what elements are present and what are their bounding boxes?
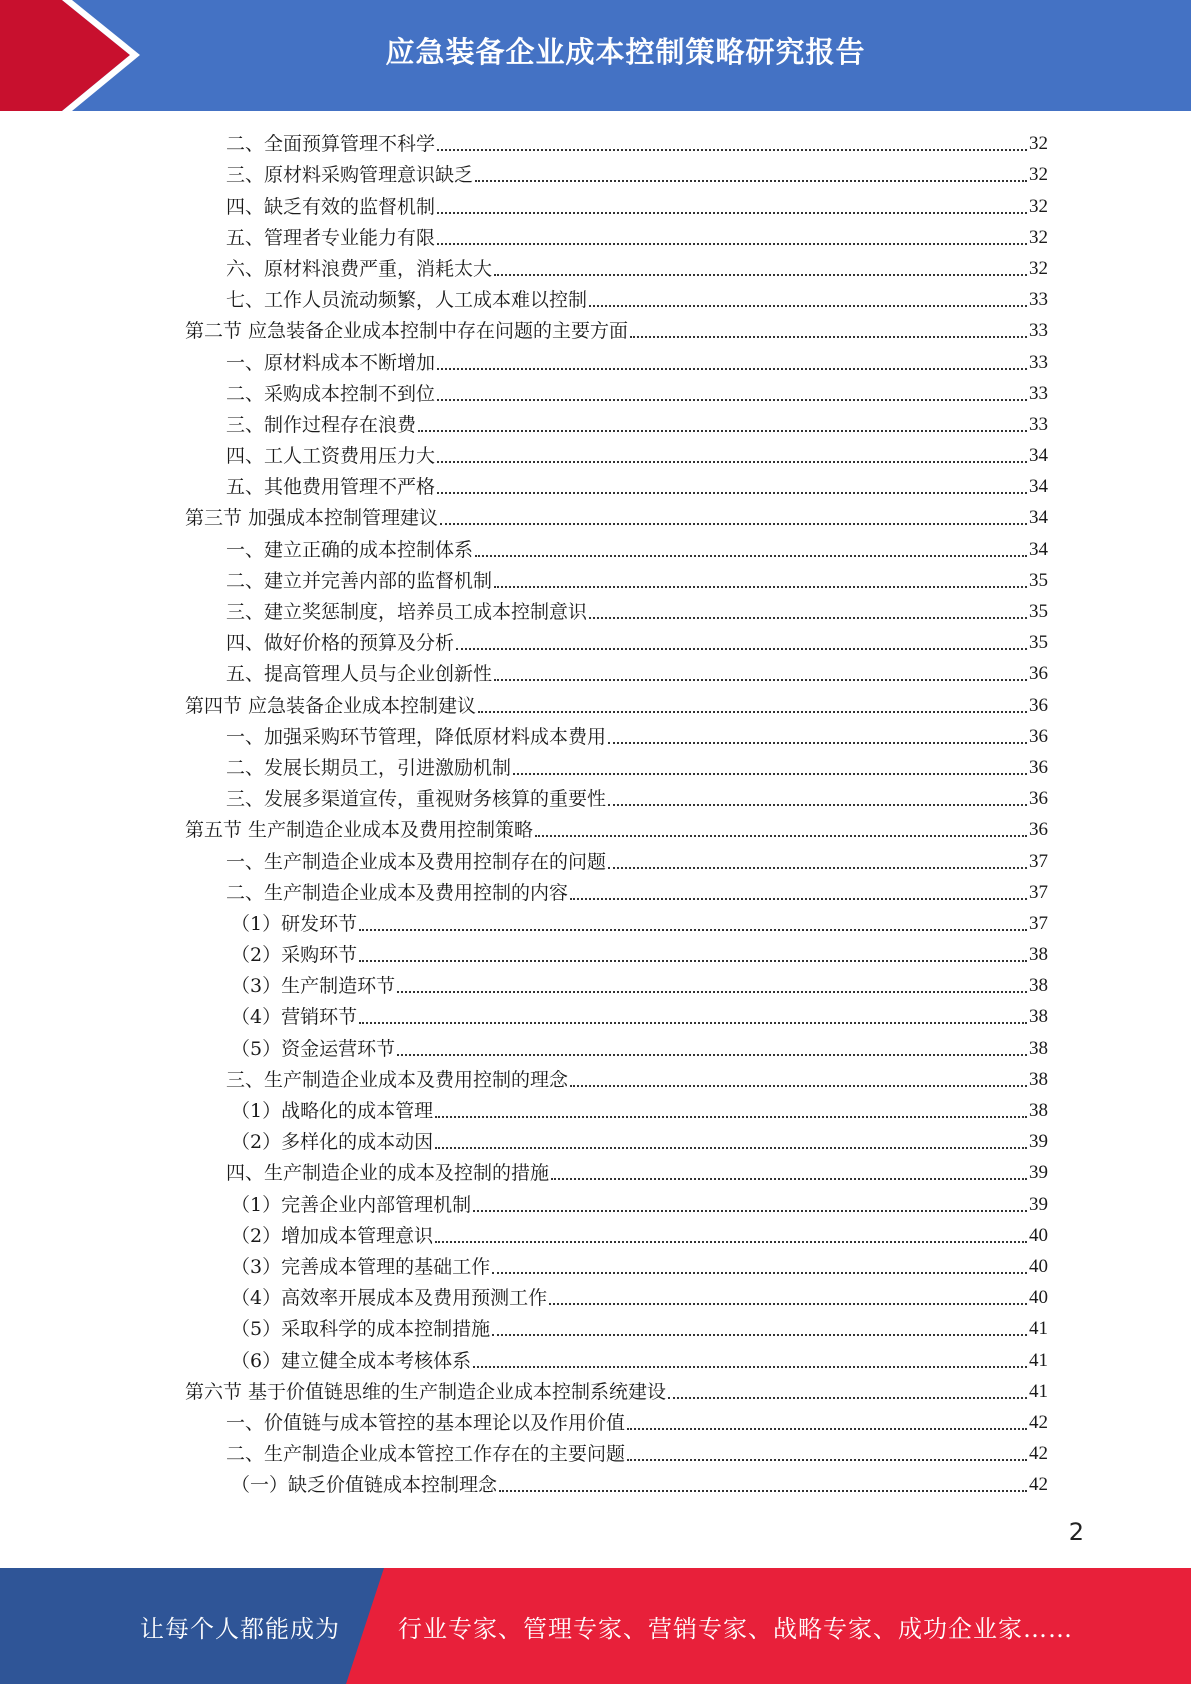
toc-dot-leader	[589, 617, 1027, 619]
toc-entry[interactable]	[185, 658, 1048, 689]
toc-dot-leader	[437, 461, 1027, 463]
toc-entry-page: 36	[1029, 694, 1048, 716]
toc-dot-leader	[435, 1241, 1027, 1243]
toc-entry-label: 第三节 加强成本控制管理建议	[185, 507, 439, 530]
toc-entry-label: 四、生产制造企业的成本及控制的措施	[226, 1162, 550, 1185]
toc-entry[interactable]	[185, 1220, 1048, 1251]
toc-entry-label: （3）生产制造环节	[231, 975, 396, 998]
toc-dot-leader	[492, 1272, 1027, 1274]
toc-entry[interactable]	[185, 1469, 1048, 1500]
toc-entry-label: 二、生产制造企业成本管控工作存在的主要问题	[226, 1443, 626, 1466]
toc-entry[interactable]	[185, 190, 1048, 221]
toc-entry-label: （4）营销环节	[231, 1006, 358, 1029]
toc-entry[interactable]	[185, 845, 1048, 876]
toc-entry-page: 33	[1029, 413, 1048, 435]
toc-dot-leader	[494, 679, 1027, 681]
toc-dot-leader	[437, 243, 1027, 245]
toc-entry-page: 32	[1029, 226, 1048, 248]
toc-dot-leader	[397, 991, 1027, 993]
toc-entry-label: （4）高效率开展成本及费用预测工作	[231, 1287, 548, 1310]
toc-entry-page: 36	[1029, 663, 1048, 685]
toc-entry[interactable]	[185, 1407, 1048, 1438]
toc-entry-label: 五、提高管理人员与企业创新性	[226, 663, 493, 686]
toc-dot-leader	[456, 648, 1027, 650]
toc-dot-leader	[437, 212, 1027, 214]
toc-entry-page: 40	[1029, 1255, 1048, 1277]
toc-dot-leader	[478, 711, 1027, 713]
toc-entry-page: 36	[1029, 788, 1048, 810]
toc-entry-label: 第六节 基于价值链思维的生产制造企业成本控制系统建设	[185, 1380, 667, 1403]
toc-entry-label: 四、缺乏有效的监督机制	[226, 195, 436, 218]
toc-entry-page: 42	[1029, 1443, 1048, 1465]
toc-entry-page: 42	[1029, 1474, 1048, 1496]
toc-entry-page: 39	[1029, 1131, 1048, 1153]
toc-entry[interactable]	[185, 1313, 1048, 1344]
toc-entry-label: （2）增加成本管理意识	[231, 1224, 434, 1247]
toc-entry[interactable]	[185, 1251, 1048, 1282]
toc-entry-page: 42	[1029, 1411, 1048, 1433]
toc-entry[interactable]	[185, 1344, 1048, 1375]
toc-dot-leader	[608, 804, 1027, 806]
toc-entry-label: （一）缺乏价值链成本控制理念	[231, 1474, 498, 1497]
page-header	[0, 0, 1191, 111]
toc-entry-label: 五、其他费用管理不严格	[226, 476, 436, 499]
toc-dot-leader	[499, 1490, 1027, 1492]
toc-entry-label: （1）战略化的成本管理	[231, 1100, 434, 1122]
toc-entry-page: 41	[1029, 1380, 1048, 1402]
toc-entry-label: 二、建立并完善内部的监督机制	[226, 569, 493, 592]
toc-dot-leader	[627, 1428, 1027, 1430]
toc-dot-leader	[494, 586, 1027, 588]
toc-entry-page: 40	[1029, 1287, 1048, 1309]
toc-dot-leader	[570, 898, 1027, 900]
toc-entry-page: 32	[1029, 195, 1048, 217]
toc-entry-page: 38	[1029, 1100, 1048, 1121]
toc-entry[interactable]	[185, 1282, 1048, 1313]
toc-dot-leader	[589, 305, 1027, 307]
toc-entry-label: 七、工作人员流动频繁，人工成本难以控制	[226, 289, 588, 312]
toc-entry-page: 38	[1029, 1068, 1048, 1090]
toc-entry-page: 37	[1029, 850, 1048, 872]
toc-entry-label: 二、发展长期员工，引进激励机制	[226, 756, 512, 779]
toc-dot-leader	[437, 368, 1027, 370]
toc-entry-page: 33	[1029, 320, 1048, 342]
toc-entry-page: 36	[1029, 819, 1048, 841]
toc-entry-label: （2）多样化的成本动因	[231, 1131, 434, 1154]
toc-entry-label: （2）采购环节	[231, 944, 358, 967]
toc-entry-label: （1）完善企业内部管理机制	[231, 1193, 472, 1216]
toc-entry[interactable]	[185, 253, 1048, 284]
toc-entry-label: 第五节 生产制造企业成本及费用控制策略	[185, 819, 534, 842]
toc-entry[interactable]	[185, 128, 1048, 159]
toc-dot-leader	[473, 1366, 1027, 1368]
toc-entry[interactable]	[185, 814, 1048, 845]
toc-entry[interactable]	[185, 409, 1048, 440]
toc-entry-label: 四、工人工资费用压力大	[226, 445, 436, 468]
toc-entry[interactable]	[185, 1157, 1048, 1188]
toc-entry[interactable]	[185, 1064, 1048, 1095]
toc-entry[interactable]	[185, 877, 1048, 908]
footer-slogan-left: 让每个人都能成为	[140, 1614, 340, 1643]
toc-entry[interactable]	[185, 440, 1048, 471]
toc-dot-leader	[437, 399, 1027, 401]
toc-entry-label: 三、生产制造企业成本及费用控制的理念	[226, 1068, 569, 1091]
toc-entry-page: 35	[1029, 569, 1048, 591]
toc-entry-label: 四、做好价格的预算及分析	[226, 632, 455, 655]
toc-dot-leader	[608, 742, 1027, 744]
toc-entry[interactable]	[185, 596, 1048, 627]
toc-entry-page: 33	[1029, 289, 1048, 311]
toc-entry-page: 34	[1029, 476, 1048, 498]
toc-entry-label: 第四节 应急装备企业成本控制建议	[185, 694, 477, 717]
toc-entry-label: 六、原材料浪费严重，消耗太大	[226, 257, 493, 280]
footer-slogan-right: 行业专家、管理专家、营销专家、战略专家、成功企业家……	[398, 1614, 1073, 1643]
toc-dot-leader	[492, 1334, 1027, 1336]
toc-entry-label: （1）研发环节	[231, 912, 358, 935]
toc-entry-label: （6）建立健全成本考核体系	[231, 1349, 472, 1372]
toc-entry[interactable]	[185, 1438, 1048, 1469]
toc-entry[interactable]	[185, 970, 1048, 1001]
toc-entry-page: 38	[1029, 944, 1048, 966]
toc-entry-label: 第二节 应急装备企业成本控制中存在问题的主要方面	[185, 320, 629, 343]
toc-dot-leader	[513, 773, 1027, 775]
toc-entry-page: 32	[1029, 133, 1048, 155]
toc-dot-leader	[437, 492, 1027, 494]
page-number: 2	[1068, 1518, 1084, 1546]
toc-entry-page: 38	[1029, 975, 1048, 997]
page-footer	[0, 1568, 1191, 1684]
toc-entry-label: 一、价值链与成本管控的基本理论以及作用价值	[226, 1411, 626, 1434]
toc-entry-page: 35	[1029, 601, 1048, 622]
toc-entry-page: 32	[1029, 257, 1048, 279]
toc-entry[interactable]	[185, 783, 1048, 814]
toc-entry-label: 二、生产制造企业成本及费用控制的内容	[226, 881, 569, 904]
toc-dot-leader	[627, 1459, 1027, 1461]
toc-entry[interactable]	[185, 721, 1048, 752]
toc-entry[interactable]	[185, 627, 1048, 658]
toc-dot-leader	[359, 929, 1027, 931]
toc-entry-page: 34	[1029, 445, 1048, 467]
toc-entry-page: 36	[1029, 756, 1048, 778]
toc-entry-page: 33	[1029, 382, 1048, 404]
toc-entry[interactable]	[185, 159, 1048, 190]
toc-entry-label: 一、原材料成本不断增加	[226, 351, 436, 374]
toc-dot-leader	[570, 1085, 1027, 1087]
toc-dot-leader	[535, 835, 1027, 837]
toc-entry[interactable]	[185, 378, 1048, 409]
report-title: 应急装备企业成本控制策略研究报告	[385, 34, 866, 69]
toc-dot-leader	[494, 274, 1027, 276]
toc-entry[interactable]	[185, 222, 1048, 253]
toc-dot-leader	[608, 867, 1027, 869]
toc-entry-page: 34	[1029, 538, 1048, 560]
toc-dot-leader	[549, 1303, 1027, 1305]
toc-entry[interactable]	[185, 533, 1048, 564]
toc-entry-label: 三、制作过程存在浪费	[226, 413, 417, 436]
toc-entry-label: 三、原材料采购管理意识缺乏	[226, 164, 474, 187]
toc-dot-leader	[440, 523, 1027, 525]
toc-entry[interactable]	[185, 1095, 1048, 1126]
toc-entry-page: 32	[1029, 164, 1048, 186]
toc-dot-leader	[435, 1116, 1027, 1118]
toc-entry[interactable]	[185, 1001, 1048, 1032]
toc-dot-leader	[473, 1210, 1027, 1212]
toc-entry[interactable]	[185, 1126, 1048, 1157]
toc-entry-page: 36	[1029, 725, 1048, 747]
toc-entry-label: （5）资金运营环节	[231, 1037, 396, 1060]
toc-entry[interactable]	[185, 284, 1048, 315]
toc-entry-page: 33	[1029, 351, 1048, 373]
toc-entry-label: 三、建立奖惩制度，培养员工成本控制意识	[226, 601, 588, 623]
toc-entry-label: 一、加强采购环节管理，降低原材料成本费用	[226, 725, 607, 748]
toc-entry[interactable]	[185, 908, 1048, 939]
toc-entry-label: 五、管理者专业能力有限	[226, 226, 436, 249]
toc-dot-leader	[359, 960, 1027, 962]
toc-entry-label: （3）完善成本管理的基础工作	[231, 1255, 491, 1278]
toc-dot-leader	[418, 430, 1027, 432]
toc-entry[interactable]	[185, 689, 1048, 720]
toc-entry[interactable]	[185, 471, 1048, 502]
toc-entry-page: 37	[1029, 912, 1048, 934]
toc-entry[interactable]	[185, 565, 1048, 596]
toc-entry-page: 40	[1029, 1224, 1048, 1246]
toc-entry-page: 41	[1029, 1349, 1048, 1371]
toc-entry-page: 39	[1029, 1193, 1048, 1215]
toc-entry-page: 38	[1029, 1006, 1048, 1028]
toc-entry[interactable]	[185, 1376, 1048, 1407]
toc-entry-page: 39	[1029, 1162, 1048, 1184]
toc-entry-page: 37	[1029, 881, 1048, 903]
toc-entry[interactable]	[185, 346, 1048, 377]
toc-entry-label: 三、发展多渠道宣传，重视财务核算的重要性	[226, 788, 607, 811]
toc-entry-label: （5）采取科学的成本控制措施	[231, 1318, 491, 1341]
toc-entry[interactable]	[185, 1032, 1048, 1063]
toc-entry[interactable]	[185, 1188, 1048, 1219]
table-of-contents	[185, 128, 1048, 1500]
toc-dot-leader	[475, 555, 1027, 557]
toc-entry-label: 二、全面预算管理不科学	[226, 133, 436, 156]
toc-dot-leader	[475, 180, 1027, 182]
toc-entry-label: 一、生产制造企业成本及费用控制存在的问题	[226, 850, 607, 873]
toc-entry[interactable]	[185, 315, 1048, 346]
toc-dot-leader	[551, 1178, 1027, 1180]
toc-entry-label: 二、采购成本控制不到位	[226, 382, 436, 405]
toc-entry-page: 35	[1029, 632, 1048, 654]
toc-entry[interactable]	[185, 502, 1048, 533]
toc-dot-leader	[630, 336, 1027, 338]
toc-entry-label: 一、建立正确的成本控制体系	[226, 538, 474, 561]
toc-dot-leader	[668, 1397, 1027, 1399]
toc-dot-leader	[397, 1054, 1027, 1056]
toc-dot-leader	[435, 1147, 1027, 1149]
toc-entry-page: 41	[1029, 1318, 1048, 1340]
toc-dot-leader	[359, 1022, 1027, 1024]
toc-entry-page: 34	[1029, 507, 1048, 529]
toc-entry[interactable]	[185, 752, 1048, 783]
toc-entry-page: 38	[1029, 1037, 1048, 1059]
toc-dot-leader	[437, 149, 1027, 151]
toc-entry[interactable]	[185, 939, 1048, 970]
